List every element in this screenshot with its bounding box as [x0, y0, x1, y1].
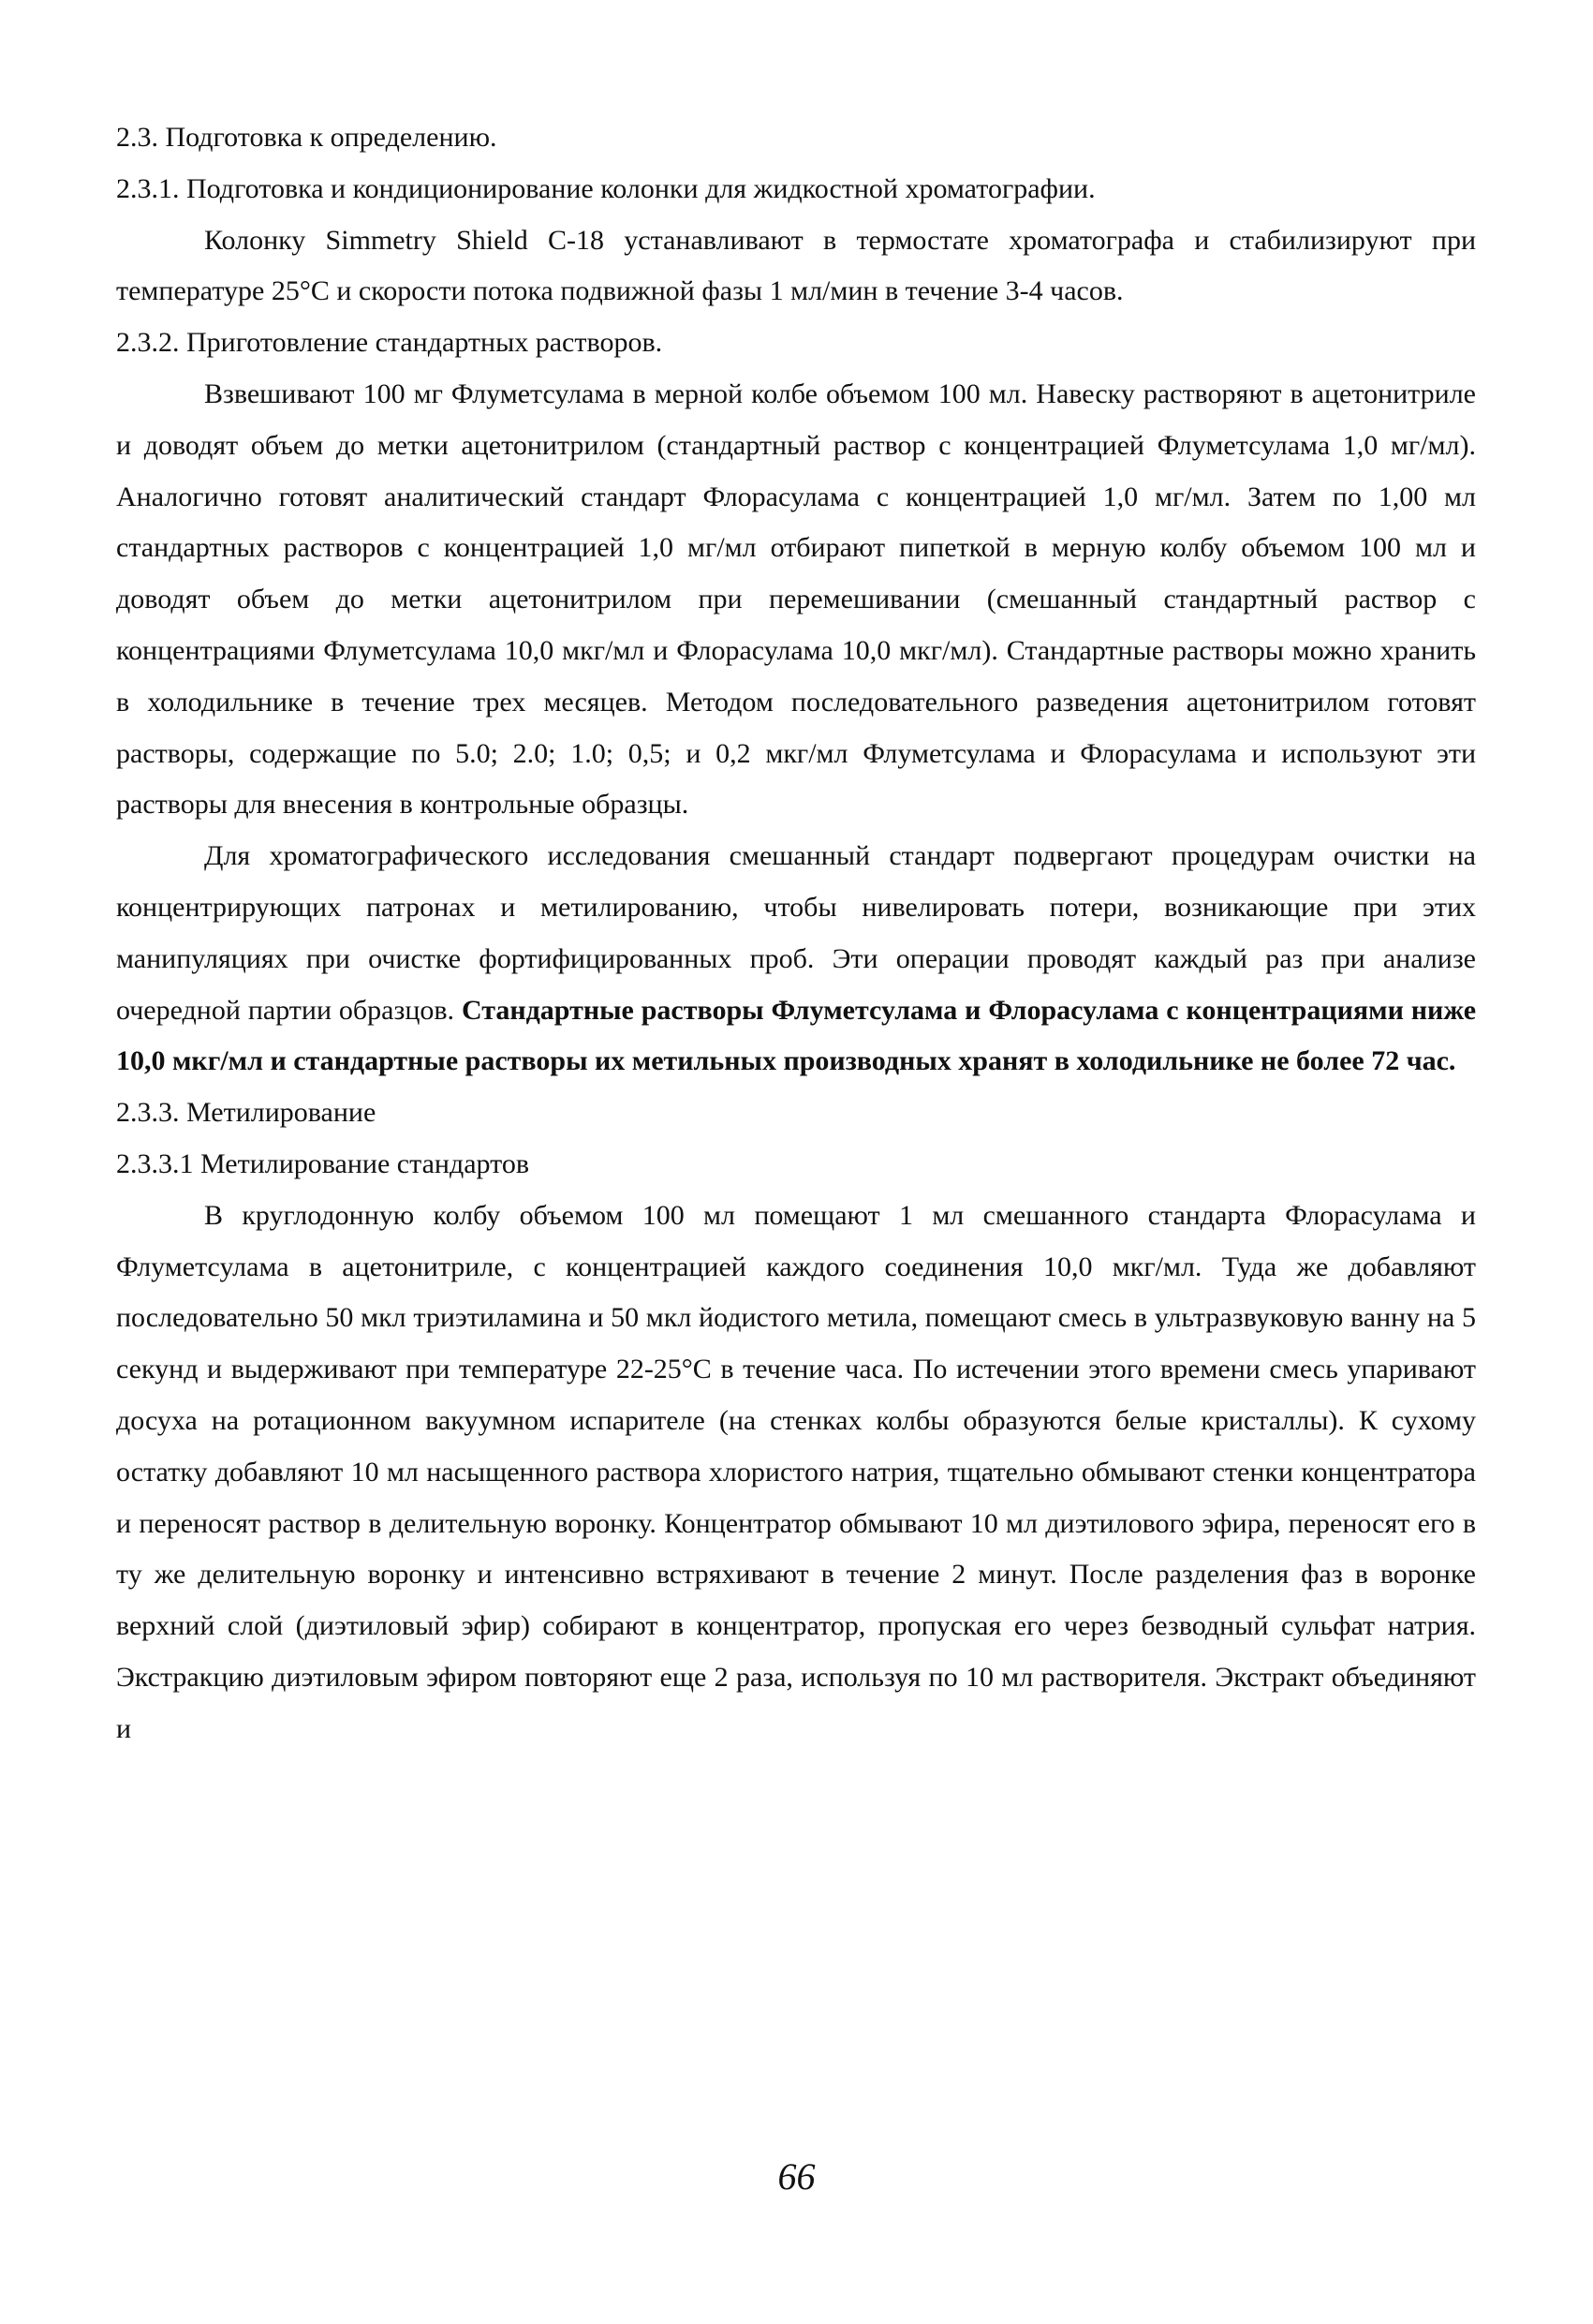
section-heading-2-3: 2.3. Подготовка к определению.	[116, 122, 497, 153]
page-number: 66	[777, 2155, 816, 2198]
paragraph-chromatography-text: Для хроматографического исследования смешанный стандарт подвергают процедурам очистки на концентрирующих патронах и метилированию, чтобы нивелировать потери, возникающие при этих манипуляциях при очистке фортифицированных проб. Эти операции проводят каждый раз при анализе очередной партии образцов.	[116, 840, 1476, 1026]
document-body	[116, 112, 1476, 1755]
paragraph-standard-solutions: Взвешивают 100 мг Флуметсулама в мерной колбе объемом 100 мл. Навеску растворяют в ацетонитриле и доводят объем до метки ацетонитрилом (стандартный раствор с концентрацией Флуметсулама 1,0 мг/мл). Аналогично готовят аналитический стандарт Флорасулама с концентрацией 1,0 мг/мл. Затем по 1,00 мл стандартных растворов с концентрацией 1,0 мг/мл отбирают пипеткой в мерную колбу объемом 100 мл и доводят объем до метки ацетонитрилом при перемешивании (смешанный стандартный раствор с концентрациями Флуметсулама 10,0 мкг/мл и Флорасулама 10,0 мкг/мл). Стандартные растворы можно хранить в холодильнике в течение трех месяцев. Методом последовательного разведения ацетонитрилом готовят растворы, содержащие по 5.0; 2.0; 1.0; 0,5; и 0,2 мкг/мл Флуметсулама и Флорасулама и используют эти растворы для внесения в контрольные образцы.	[116, 377, 1476, 821]
section-heading-2-3-3: 2.3.3. Метилирование	[116, 1097, 376, 1129]
paragraph-chromatography	[116, 831, 1476, 1088]
paragraph-storage-note-bold: Стандартные растворы Флуметсулама и Флорасулама с концентрациями ниже 10,0 мкг/мл и стандартные растворы их метильных производных хранят в холодильнике не более 72 час.	[116, 994, 1477, 1077]
section-heading-2-3-3-1: 2.3.3.1 Метилирование стандартов	[116, 1147, 530, 1179]
paragraph-methylation: В круглодонную колбу объемом 100 мл помещают 1 мл смешанного стандарта Флорасулама и Флуметсулама в ацетонитриле, с концентрацией каждого соединения 10,0 мкг/мл. Туда же добавляют последовательно 50 мкл триэтиламина и 50 мкл йодистого метила, помещают смесь в ультразвуковую ванну на 5 секунд и выдерживают при температуре 22-25°С в течение часа. По истечении этого времени смесь упаривают досуха на ротационном вакуумном испарителе (на стенках колбы образуются белые кристаллы). К сухому остатку добавляют 10 мл насыщенного раствора хлористого натрия, тщательно обмывают стенки концентратора и переносят раствор в делительную воронку. Концентратор обмывают 10 мл диэтилового эфира, переносят его в ту же делительную воронку и интенсивно встряхивают в течение 2 минут. После разделения фаз в воронке верхний слой (диэтиловый эфир) собирают в концентратор, пропуская его через безводный сульфат натрия. Экстракцию диэтиловым эфиром повторяют еще 2 раза, используя по 10 мл растворителя. Экстракт объединяют и	[116, 1199, 1476, 1744]
section-heading-2-3-1: 2.3.1. Подготовка и кондиционирование колонки для жидкостной хроматографии.	[116, 172, 1096, 204]
section-heading-2-3-2: 2.3.2. Приготовление стандартных растворов.	[116, 327, 663, 359]
paragraph-column-conditioning: Колонку Simmetry Shield C-18 устанавливают в термостате хроматографа и стабилизируют при температуре 25°С и скорости потока подвижной фазы 1 мл/мин в течение 3-4 часов.	[116, 224, 1476, 307]
